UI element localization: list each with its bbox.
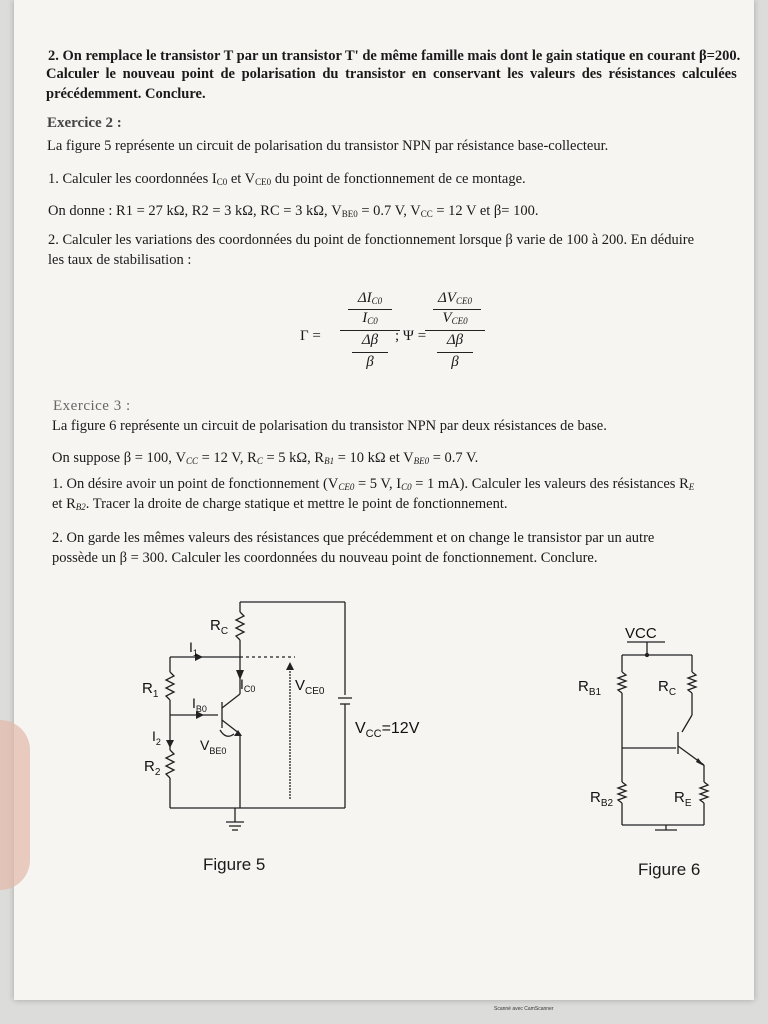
q2-line2: Calculer le nouveau point de polarisation du transistor en conservant les valeurs des résistances calculées: [46, 66, 737, 82]
exercise3-q1-line2: et $R_{B2}$. Tracer la droite de charge statique et mettre le point de fonctionnement.: [52, 496, 508, 512]
fig6-rb1-label: $R_{B1}$: [578, 678, 602, 698]
exercise3-title: Exercice 3 :: [53, 398, 131, 414]
fig5-i1-label: $I_1$: [189, 639, 198, 658]
fig5-i2-label: $I_2$: [152, 728, 161, 747]
psi-denominator-bottom: β: [451, 354, 459, 370]
psi-numerator-bottom: $V_{CE0}$: [442, 310, 468, 326]
fig5-r1-label: $R_1$: [142, 680, 159, 700]
fig5-ic0-label: $I_{C0}$: [240, 676, 256, 694]
exercise2-title: Exercice 2 :: [47, 115, 122, 131]
gamma-symbol: Γ =: [300, 328, 321, 344]
figure6-circuit: [570, 620, 740, 845]
exercise2-q2-line1: 2. Calculer les variations des coordonnées du point de fonctionnement lorsque β varie de 100 à 200. En déduire: [48, 232, 695, 248]
fig5-r2-label: $R_2$: [144, 758, 161, 778]
exercise3-q1-line1: 1. On désire avoir un point de fonctionnement ($V_{CE0} = 5$ V, $I_{C0} = 1$ mA). Calculer les valeurs des résistances $R_E$: [52, 476, 695, 492]
psi-denominator-top: Δβ: [446, 332, 464, 348]
figure6-caption: Figure 6: [638, 860, 701, 879]
fig5-vce0-label: $V_{CE0}$: [295, 677, 325, 697]
fig5-vbe0-label: $V_{BE0}$: [200, 737, 227, 756]
finger-shadow: [0, 720, 30, 890]
exercise3-q2-line2: possède un β = 300. Calculer les coordonnées du nouveau point de fonctionnement. Conclure.: [52, 550, 598, 566]
figure5-circuit: [130, 590, 430, 840]
psi-symbol: ; Ψ =: [395, 328, 427, 344]
psi-numerator-top: $\Delta V_{CE0}$: [438, 290, 472, 306]
gamma-numerator-top: $\Delta I_{C0}$: [357, 290, 383, 306]
fig6-re-label: $R_E$: [674, 789, 692, 809]
q2-line1: 2. On remplace le transistor T par un transistor T' de même famille mais dont le gain statique en courant β=200.: [48, 48, 741, 64]
fig6-vcc-label: VCC: [625, 625, 657, 642]
exercise3-q2-line1: 2. On garde les mêmes valeurs des résistances que précédemment et on change le transistor par un autre: [52, 530, 655, 546]
gamma-denominator-top: Δβ: [361, 332, 379, 348]
gamma-denominator-bottom: β: [366, 354, 374, 370]
exercise2-q2-line2: les taux de stabilisation :: [48, 252, 192, 268]
stabilisation-formula: [300, 290, 500, 385]
figure5-caption: Figure 5: [203, 855, 266, 874]
exercise2-intro: La figure 5 représente un circuit de polarisation du transistor NPN par résistance base-collecteur.: [47, 138, 609, 154]
fig5-vcc-label: $V_{CC}=12V$: [355, 720, 420, 740]
exercise3-suppose: On suppose β = 100, $V_{CC} = 12$ V, $R_C = 5$ kΩ, $R_{B1} = 10$ kΩ et $V_{BE0} = 0.7$ V.: [52, 450, 479, 466]
exercise2-q1: 1. Calculer les coordonnées $I_{C0}$ et $V_{CE0}$ du point de fonctionnement de ce montage.: [48, 171, 526, 187]
fig5-rc-label: $R_C$: [210, 617, 229, 637]
scanner-footer: Scanné avec CamScanner: [494, 1006, 554, 1012]
q2-line3: précédemment. Conclure.: [46, 86, 206, 102]
fig6-rb2-label: $R_{B2}$: [590, 789, 614, 809]
exercise3-intro: La figure 6 représente un circuit de polarisation du transistor NPN par deux résistances de base.: [52, 418, 607, 434]
fig5-ib0-label: $I_{B0}$: [192, 695, 207, 714]
exercise2-given: On donne : R1 = 27 kΩ, R2 = 3 kΩ, RC = 3 kΩ, $V_{BE0} = 0.7$ V, $V_{CC} = 12$ V et β= 100.: [48, 203, 539, 219]
fig6-rc-label: $R_C$: [658, 678, 677, 698]
gamma-numerator-bottom: $I_{C0}$: [362, 310, 378, 326]
